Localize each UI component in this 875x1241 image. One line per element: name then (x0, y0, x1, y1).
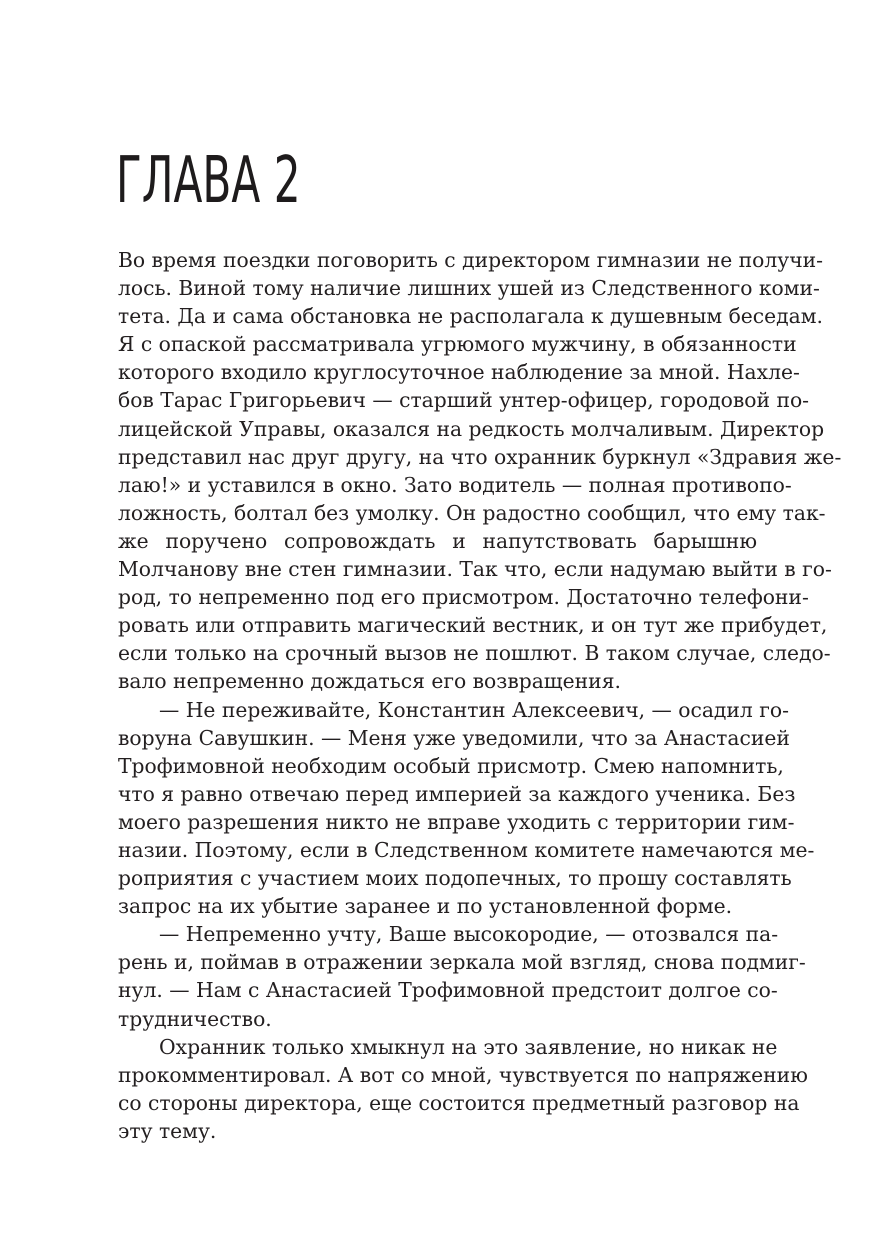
text-line: моего разрешения никто не вправе уходить с территории гим- (118, 809, 795, 834)
text-line: представил нас друг другу, на что охранник буркнул «Здравия же- (118, 444, 842, 469)
text-line: трудничество. (118, 1006, 272, 1031)
text-line: — Непременно учту, Ваше высокородие, — отозвался па- (159, 922, 779, 947)
text-line: что я равно отвечаю перед империей за каждого ученика. Без (118, 781, 796, 806)
text-line: Во время поездки поговорить с директором гимназии не получи- (118, 248, 823, 272)
text-line: — Не переживайте, Константин Алексеевич, — осадил го- (159, 697, 789, 722)
text-line: вало непременно дождаться его возвращения. (118, 669, 621, 694)
text-line: если только на срочный вызов не пошлют. В таком случае, следо- (118, 641, 831, 666)
text-line: запрос на их убытие заранее и по установленной форме. (118, 894, 733, 919)
text-line: же поручено сопровождать и напутствовать барышню (118, 528, 757, 553)
text-line: тета. Да и сама обстановка не располагала к душевным беседам. (118, 304, 823, 329)
text-line: лаю!» и уставился в окно. Зато водитель — полная противопо- (118, 472, 792, 497)
text-line: лось. Виной тому наличие лишних ушей из Следственного коми- (118, 276, 820, 301)
text-line: воруна Савушкин. — Меня уже уведомили, что за Анастасией (118, 725, 790, 750)
text-line: рень и, поймав в отражении зеркала мой взгляд, снова подмиг- (118, 950, 806, 975)
text-line: нул. — Нам с Анастасией Трофимовной предстоит долгое со- (118, 978, 778, 1003)
text-line: Я с опаской рассматривала угрюмого мужчину, в обязанности (118, 332, 797, 357)
chapter-title: ГЛАВА 2 (116, 144, 301, 218)
text-line: назии. Поэтому, если в Следственном комитете намечаются ме- (118, 837, 815, 862)
text-line: Трофимовной необходим особый присмотр. Смею напомнить, (118, 753, 784, 778)
text-line: Охранник только хмыкнул на это заявление, но никак не (159, 1034, 778, 1059)
text-line: которого входило круглосуточное наблюдение за мной. Нахле- (118, 360, 800, 385)
text-line: прокомментировал. А вот со мной, чувствуется по напряжению (118, 1062, 808, 1087)
text-line: Молчанову вне стен гимназии. Так что, если надумаю выйти в го- (118, 557, 832, 582)
text-line: лицейской Управы, оказался на редкость молчаливым. Директор (118, 416, 825, 441)
text-line: роприятия с участием моих подопечных, то прошу составлять (118, 866, 792, 891)
text-line: ложность, болтал без умолку. Он радостно сообщил, что ему так- (118, 500, 826, 525)
text-line: бов Тарас Григорьевич — старший унтер-офицер, городовой по- (118, 388, 810, 413)
text-line: род, то непременно под его присмотром. Достаточно телефони- (118, 585, 809, 610)
text-line: ровать или отправить магический вестник, и он тут же прибудет, (118, 613, 828, 638)
chapter-text (118, 246, 842, 1145)
text-line: со стороны директора, еще состоится предметный разговор на (118, 1090, 800, 1115)
text-line: эту тему. (118, 1118, 217, 1143)
